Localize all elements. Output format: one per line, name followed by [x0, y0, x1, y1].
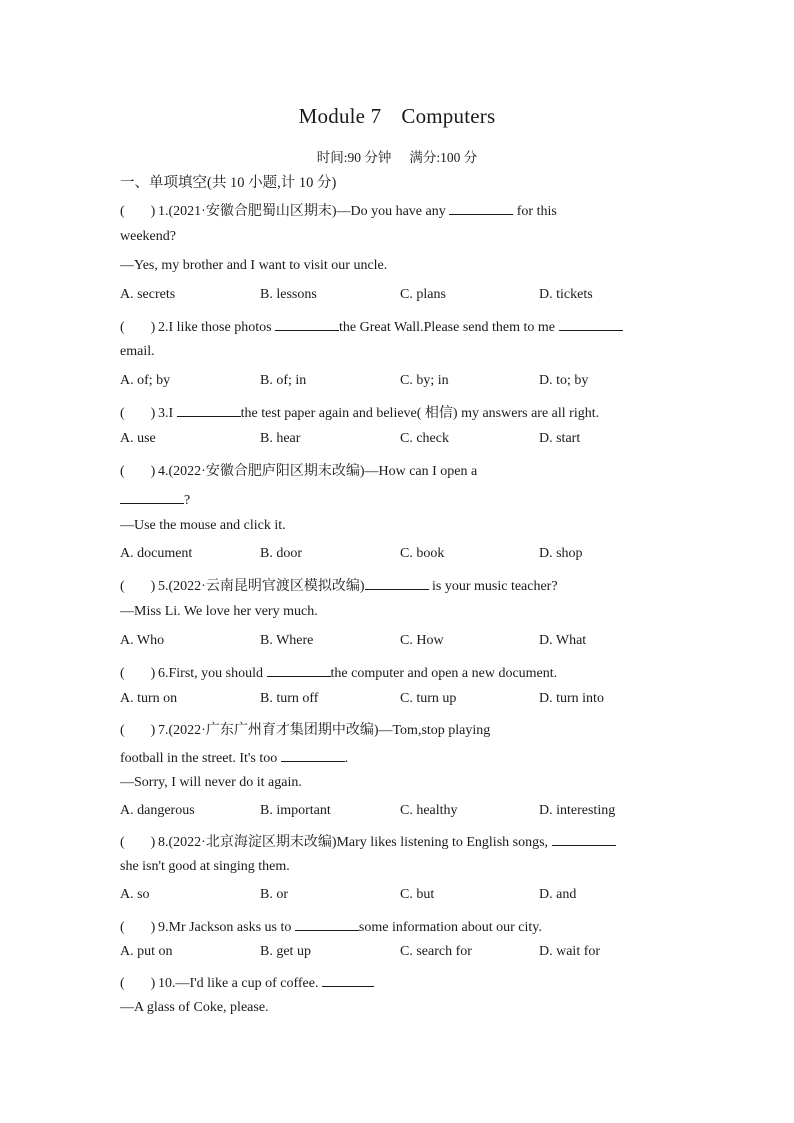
option-b: B. turn off — [260, 691, 319, 706]
option-c: C. How — [400, 633, 444, 648]
answer-paren: ( ) — [120, 976, 156, 991]
answer-blank — [365, 575, 429, 590]
question-6-stem: ( ) 6.First, you should the computer and open a new document. — [120, 662, 557, 682]
option-b: B. of; in — [260, 373, 307, 388]
option-d: D. to; by — [539, 373, 589, 388]
module-topic: Computers — [401, 104, 496, 128]
question-7-continuation: football in the street. It's too . — [120, 747, 348, 767]
option-a: A. put on — [120, 944, 173, 959]
answer-blank — [120, 489, 184, 504]
answer-paren: ( ) — [120, 464, 156, 479]
question-3-stem: ( ) 3.I the test paper again and believe( 相信) my answers are all right. — [120, 402, 599, 422]
option-d: D. shop — [539, 546, 583, 561]
option-b: B. or — [260, 887, 288, 902]
question-7-reply: —Sorry, I will never do it again. — [120, 775, 302, 790]
option-a: A. secrets — [120, 287, 176, 302]
question-4-options — [120, 546, 680, 566]
question-10-stem: ( ) 10.—I'd like a cup of coffee. — [120, 972, 374, 992]
option-a: A. document — [120, 546, 193, 561]
option-b: B. important — [260, 803, 331, 818]
question-5-options — [120, 633, 680, 653]
answer-paren: ( ) — [120, 920, 156, 935]
question-8-continuation: she isn't good at singing them. — [120, 859, 290, 874]
question-2-options — [120, 373, 680, 393]
option-b: B. lessons — [260, 287, 317, 302]
page-title — [0, 104, 794, 129]
module-number: Module 7 — [298, 104, 382, 128]
full-score: 满分:100 分 — [409, 150, 478, 165]
question-9-stem: ( ) 9.Mr Jackson asks us to some information about our city. — [120, 916, 542, 936]
answer-paren: ( ) — [120, 320, 156, 335]
question-8-stem: ( ) 8.(2022·北京海淀区期末改编)Mary likes listening to English songs, — [120, 831, 616, 851]
question-5-stem: ( ) 5.(2022·云南昆明官渡区模拟改编) is your music teacher? — [120, 575, 558, 595]
answer-blank — [449, 200, 513, 215]
time-limit: 时间:90 分钟 — [316, 150, 392, 165]
option-a: A. Who — [120, 633, 165, 648]
question-5-reply: —Miss Li. We love her very much. — [120, 604, 318, 619]
answer-paren: ( ) — [120, 723, 156, 738]
option-d: D. and — [539, 887, 577, 902]
option-d: D. interesting — [539, 803, 616, 818]
option-a: A. of; by — [120, 373, 171, 388]
question-1-stem: ( ) 1.(2021·安徽合肥蜀山区期末)—Do you have any for this — [120, 200, 557, 220]
option-c: C. plans — [400, 287, 446, 302]
question-10-reply: —A glass of Coke, please. — [120, 1000, 269, 1015]
answer-paren: ( ) — [120, 406, 156, 421]
answer-blank — [177, 402, 241, 417]
option-a: A. so — [120, 887, 150, 902]
answer-blank — [322, 972, 374, 987]
answer-paren: ( ) — [120, 579, 156, 594]
question-4-continuation: ? — [120, 489, 190, 509]
question-7-stem: ( ) 7.(2022·广东广州育才集团期中改编)—Tom,stop playing — [120, 723, 491, 738]
question-3-options — [120, 431, 680, 451]
question-8-options — [120, 887, 680, 907]
option-c: C. check — [400, 431, 449, 446]
section-heading: 一、单项填空(共 10 小题,计 10 分) — [120, 175, 337, 191]
option-c: C. by; in — [400, 373, 449, 388]
option-b: B. get up — [260, 944, 311, 959]
question-9-options — [120, 944, 680, 964]
option-b: B. door — [260, 546, 302, 561]
answer-paren: ( ) — [120, 835, 156, 850]
option-a: A. turn on — [120, 691, 178, 706]
answer-blank — [275, 316, 339, 331]
exam-meta — [0, 146, 794, 166]
option-c: C. but — [400, 887, 435, 902]
question-4-stem: ( ) 4.(2022·安徽合肥庐阳区期末改编)—How can I open a — [120, 464, 478, 479]
option-c: C. healthy — [400, 803, 458, 818]
option-d: D. turn into — [539, 691, 604, 706]
option-c: C. search for — [400, 944, 472, 959]
option-b: B. hear — [260, 431, 301, 446]
question-2-stem: ( ) 2.I like those photos the Great Wall.Please send them to me — [120, 316, 623, 336]
answer-blank — [559, 316, 623, 331]
option-a: A. use — [120, 431, 156, 446]
option-d: D. start — [539, 431, 581, 446]
option-d: D. What — [539, 633, 587, 648]
answer-paren: ( ) — [120, 204, 156, 219]
answer-blank — [267, 662, 331, 677]
answer-paren: ( ) — [120, 666, 156, 681]
answer-blank — [552, 831, 616, 846]
option-d: D. wait for — [539, 944, 601, 959]
question-1-continuation: weekend? — [120, 229, 176, 244]
question-1-options — [120, 287, 680, 307]
option-c: C. book — [400, 546, 445, 561]
question-2-continuation: email. — [120, 344, 155, 359]
option-a: A. dangerous — [120, 803, 195, 818]
question-6-options — [120, 691, 680, 711]
question-1-reply: —Yes, my brother and I want to visit our uncle. — [120, 258, 388, 273]
option-c: C. turn up — [400, 691, 457, 706]
question-4-reply: —Use the mouse and click it. — [120, 518, 286, 533]
question-7-options — [120, 803, 680, 823]
option-b: B. Where — [260, 633, 314, 648]
answer-blank — [295, 916, 359, 931]
option-d: D. tickets — [539, 287, 593, 302]
answer-blank — [281, 747, 345, 762]
